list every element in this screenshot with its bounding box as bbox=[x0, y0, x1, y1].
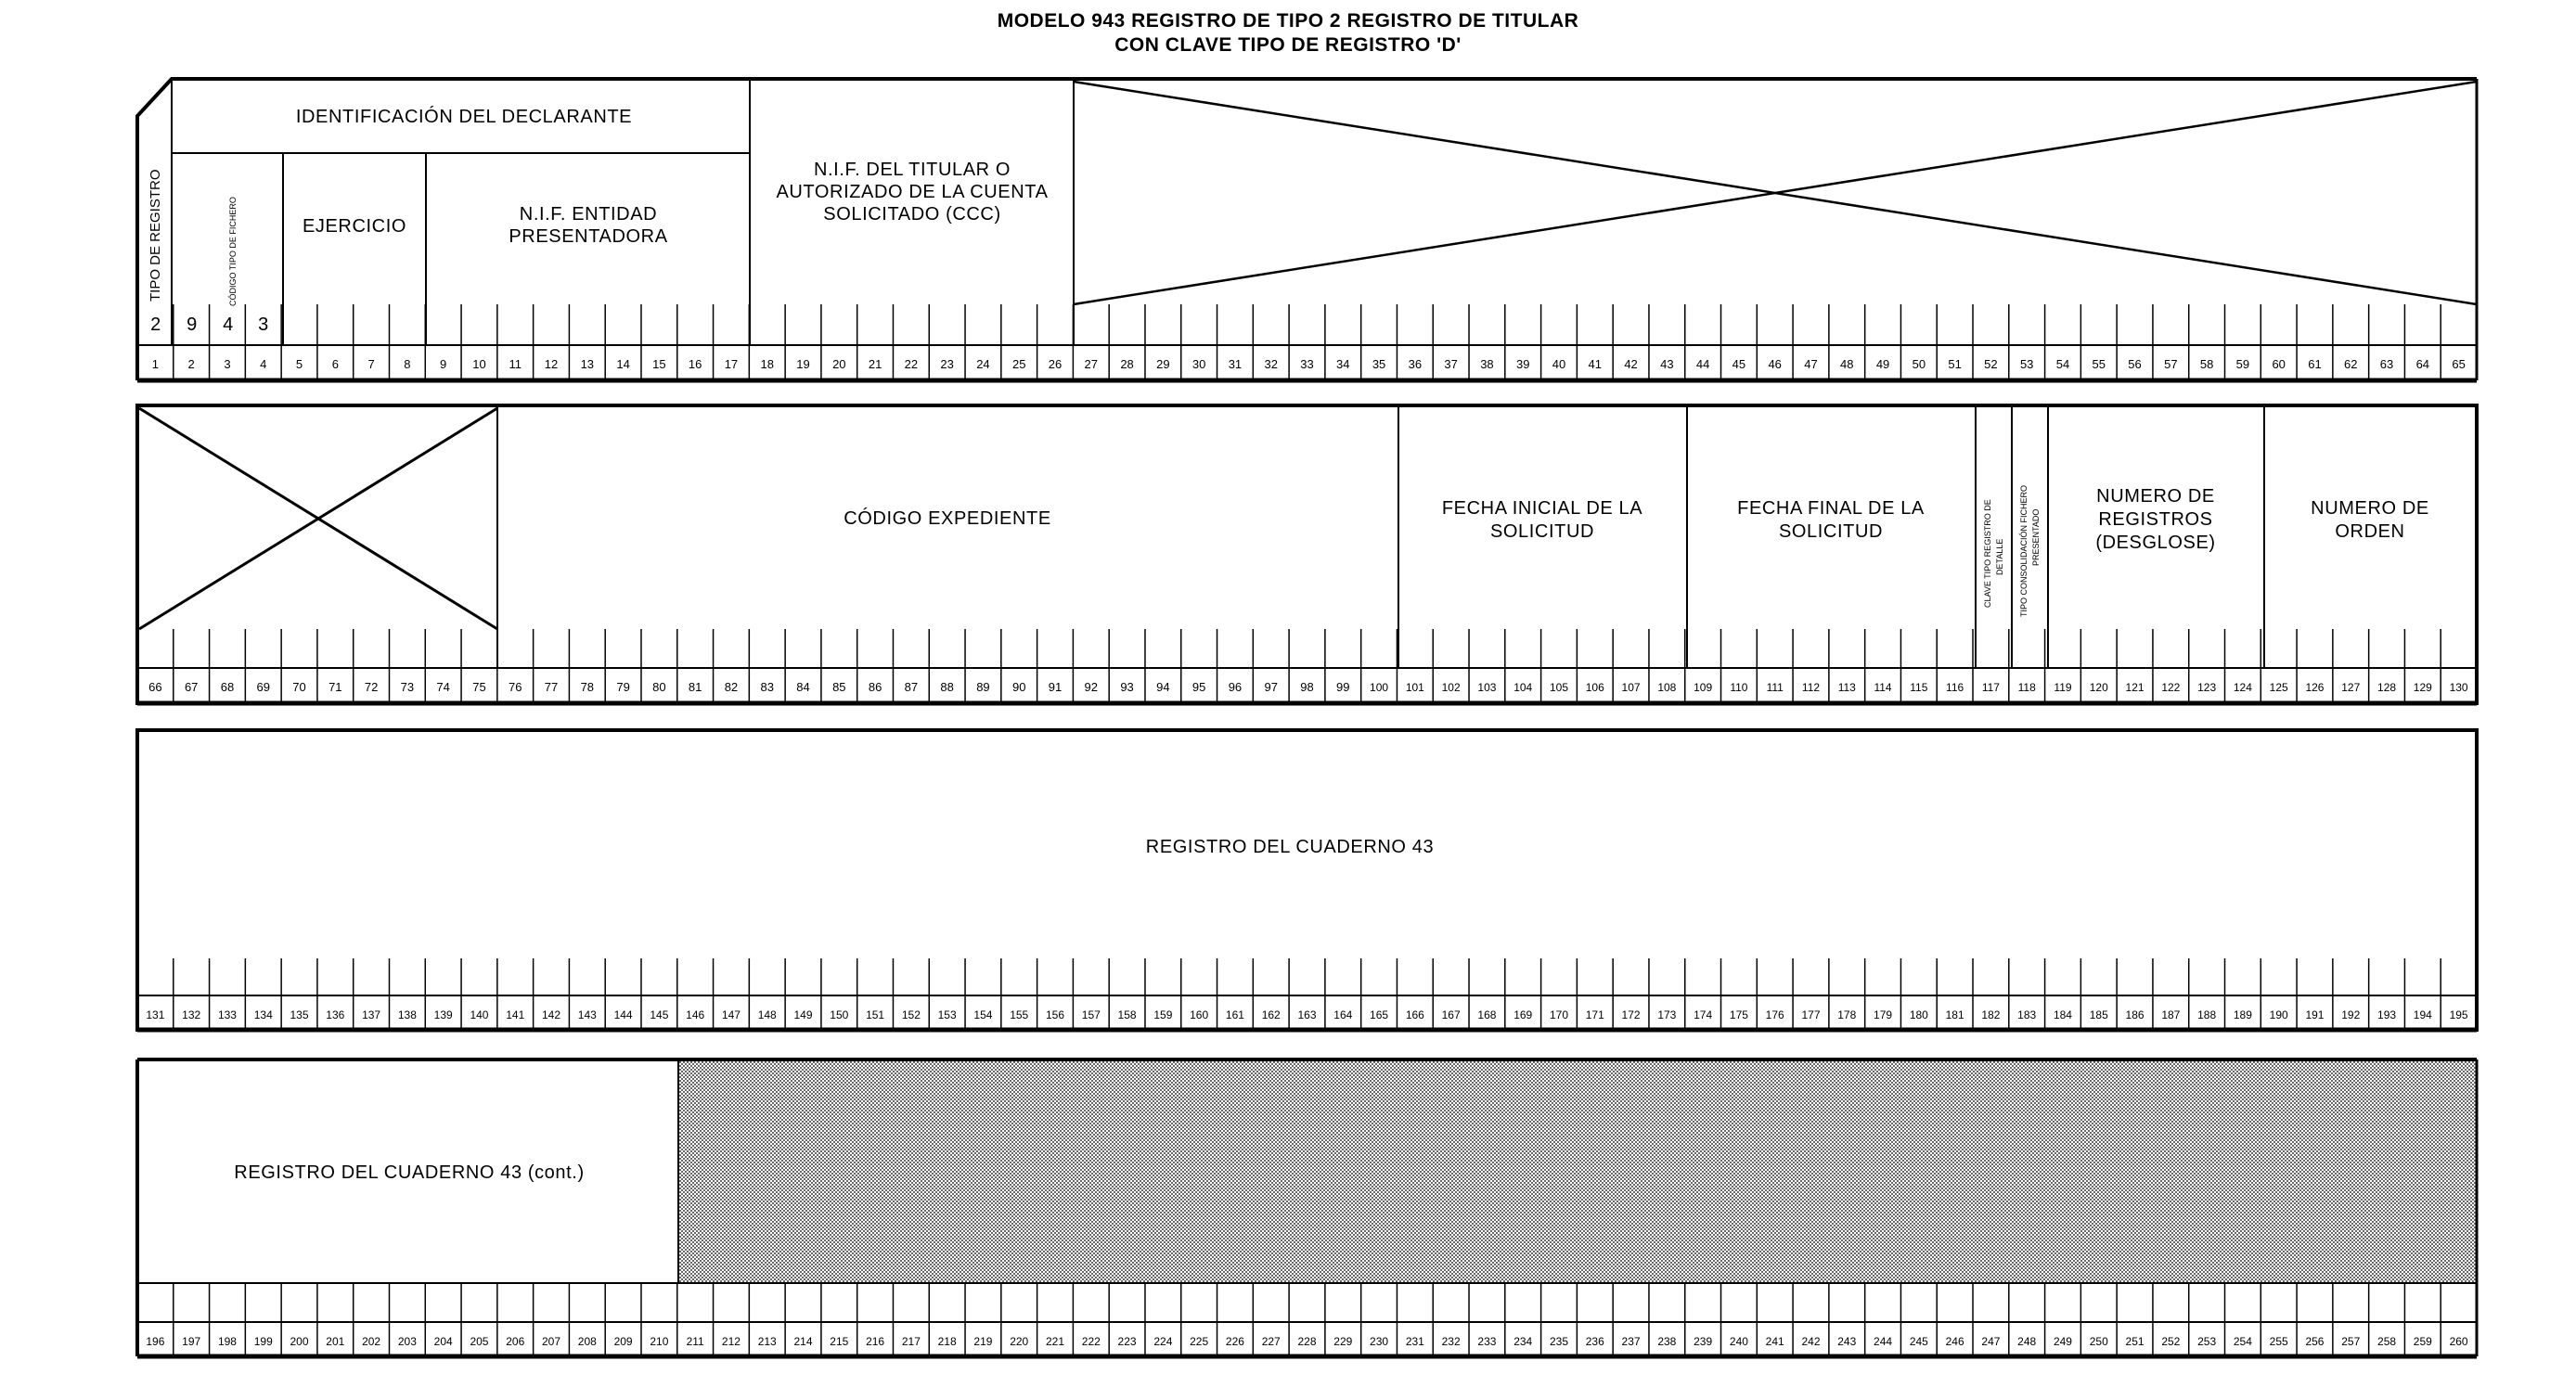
position-number: 94 bbox=[1156, 680, 1170, 694]
position-number: 58 bbox=[2199, 357, 2214, 371]
position-number: 1 bbox=[151, 357, 160, 371]
position-number: 236 bbox=[1585, 1335, 1604, 1348]
position-number: 85 bbox=[832, 680, 846, 694]
position-number: 73 bbox=[400, 680, 415, 694]
position-number: 176 bbox=[1765, 1008, 1784, 1021]
position-number: 95 bbox=[1191, 680, 1206, 694]
position-number: 226 bbox=[1225, 1335, 1244, 1348]
position-number: 31 bbox=[1228, 357, 1243, 371]
position-number: 251 bbox=[2125, 1335, 2145, 1348]
position-number: 190 bbox=[2269, 1008, 2288, 1021]
position-number: 163 bbox=[1297, 1008, 1317, 1021]
position-number: 159 bbox=[1153, 1008, 1173, 1021]
position-number: 137 bbox=[362, 1008, 381, 1021]
position-number: 200 bbox=[290, 1335, 309, 1348]
position-number: 113 bbox=[1837, 681, 1856, 694]
position-number: 144 bbox=[613, 1008, 633, 1021]
position-number: 23 bbox=[940, 357, 954, 371]
position-number: 245 bbox=[1909, 1335, 1928, 1348]
position-number: 108 bbox=[1657, 681, 1677, 694]
position-number: 177 bbox=[1801, 1008, 1821, 1021]
position-number: 166 bbox=[1405, 1008, 1424, 1021]
position-number: 110 bbox=[1730, 681, 1748, 694]
ejercicio-label: EJERCICIO bbox=[302, 216, 407, 237]
position-number: 178 bbox=[1837, 1008, 1857, 1021]
position-number: 161 bbox=[1225, 1008, 1244, 1021]
position-number: 97 bbox=[1264, 680, 1278, 694]
position-number: 183 bbox=[2017, 1008, 2037, 1021]
position-number: 96 bbox=[1228, 680, 1243, 694]
position-number: 83 bbox=[760, 680, 774, 694]
position-number: 135 bbox=[290, 1008, 309, 1021]
position-number: 228 bbox=[1297, 1335, 1317, 1348]
position-number: 258 bbox=[2377, 1335, 2397, 1348]
position-number: 18 bbox=[760, 357, 774, 371]
position-number: 33 bbox=[1300, 357, 1314, 371]
position-number: 81 bbox=[688, 680, 702, 694]
band-4 bbox=[137, 1059, 2477, 1356]
numero-orden-label-2: ORDEN bbox=[2335, 521, 2405, 542]
value-tipo: 2 bbox=[150, 315, 161, 335]
position-number: 180 bbox=[1909, 1008, 1928, 1021]
fecha-final-label-1: FECHA FINAL DE LA bbox=[1737, 498, 1925, 519]
position-number: 121 bbox=[2125, 681, 2145, 694]
position-number: 92 bbox=[1084, 680, 1099, 694]
position-number: 148 bbox=[757, 1008, 777, 1021]
position-number: 25 bbox=[1011, 357, 1026, 371]
position-number: 114 bbox=[1874, 681, 1892, 694]
position-number: 227 bbox=[1261, 1335, 1281, 1348]
position-number: 187 bbox=[2161, 1008, 2181, 1021]
position-number: 70 bbox=[292, 680, 306, 694]
position-number: 235 bbox=[1549, 1335, 1569, 1348]
position-number: 26 bbox=[1048, 357, 1063, 371]
position-number: 189 bbox=[2233, 1008, 2252, 1021]
position-number: 221 bbox=[1045, 1335, 1065, 1348]
position-number: 158 bbox=[1117, 1008, 1137, 1021]
position-number: 191 bbox=[2305, 1008, 2325, 1021]
position-number: 220 bbox=[1010, 1335, 1029, 1348]
position-number: 100 bbox=[1370, 681, 1389, 694]
value-codigo-2: 4 bbox=[223, 315, 234, 335]
position-number: 59 bbox=[2235, 357, 2250, 371]
position-number: 2 bbox=[187, 357, 195, 371]
position-number: 125 bbox=[2269, 681, 2288, 694]
position-number: 38 bbox=[1480, 357, 1494, 371]
position-number: 129 bbox=[2413, 681, 2432, 694]
position-number: 133 bbox=[217, 1008, 237, 1021]
fecha-inicial-label-2: SOLICITUD bbox=[1489, 521, 1595, 542]
clave-tipo-label-2: DETALLE bbox=[1995, 538, 2004, 575]
position-number: 51 bbox=[1948, 357, 1962, 371]
position-number: 132 bbox=[182, 1008, 201, 1021]
position-number: 6 bbox=[331, 357, 339, 371]
position-number: 39 bbox=[1515, 357, 1530, 371]
position-number: 181 bbox=[1945, 1008, 1964, 1021]
position-number: 143 bbox=[577, 1008, 597, 1021]
position-number: 109 bbox=[1694, 681, 1713, 694]
position-number: 90 bbox=[1011, 680, 1026, 694]
position-number: 246 bbox=[1945, 1335, 1964, 1348]
position-number: 241 bbox=[1765, 1335, 1784, 1348]
position-number: 260 bbox=[2449, 1335, 2468, 1348]
position-number: 250 bbox=[2089, 1335, 2108, 1348]
position-number: 171 bbox=[1585, 1008, 1604, 1021]
position-number: 3 bbox=[224, 357, 231, 371]
position-number: 194 bbox=[2413, 1008, 2432, 1021]
position-number: 197 bbox=[182, 1335, 201, 1348]
position-number: 93 bbox=[1120, 680, 1134, 694]
position-number: 46 bbox=[1768, 357, 1782, 371]
position-number: 146 bbox=[686, 1008, 705, 1021]
position-number: 86 bbox=[868, 680, 882, 694]
position-number: 75 bbox=[472, 680, 486, 694]
position-number: 42 bbox=[1624, 357, 1638, 371]
tipo-consolidacion-label-2: PRESENTADO bbox=[2031, 508, 2041, 566]
position-number: 62 bbox=[2344, 357, 2358, 371]
position-number: 141 bbox=[506, 1008, 525, 1021]
position-number: 225 bbox=[1190, 1335, 1209, 1348]
position-number: 247 bbox=[1981, 1335, 2001, 1348]
position-number: 142 bbox=[542, 1008, 561, 1021]
position-number: 89 bbox=[976, 680, 990, 694]
position-number: 29 bbox=[1156, 357, 1170, 371]
position-number: 185 bbox=[2089, 1008, 2108, 1021]
position-number: 168 bbox=[1477, 1008, 1497, 1021]
position-number: 48 bbox=[1840, 357, 1854, 371]
position-number: 150 bbox=[830, 1008, 849, 1021]
position-number: 173 bbox=[1657, 1008, 1677, 1021]
position-number: 105 bbox=[1549, 681, 1569, 694]
position-number: 138 bbox=[397, 1008, 417, 1021]
position-number: 36 bbox=[1408, 357, 1423, 371]
position-number: 147 bbox=[721, 1008, 741, 1021]
position-number: 116 bbox=[1946, 681, 1964, 694]
position-number: 212 bbox=[721, 1335, 741, 1348]
position-number: 55 bbox=[2092, 357, 2106, 371]
position-number: 204 bbox=[433, 1335, 453, 1348]
position-number: 60 bbox=[2272, 357, 2286, 371]
numero-registros-label-1: NUMERO DE bbox=[2096, 486, 2215, 507]
position-number: 106 bbox=[1585, 681, 1604, 694]
position-number: 15 bbox=[652, 357, 666, 371]
position-number: 156 bbox=[1045, 1008, 1065, 1021]
position-number: 28 bbox=[1120, 357, 1134, 371]
position-number: 164 bbox=[1333, 1008, 1353, 1021]
position-number: 63 bbox=[2379, 357, 2394, 371]
position-number: 218 bbox=[937, 1335, 957, 1348]
position-number: 233 bbox=[1477, 1335, 1497, 1348]
nif-titular-label-3: SOLICITADO (CCC) bbox=[823, 204, 1001, 225]
position-number: 41 bbox=[1588, 357, 1603, 371]
position-number: 32 bbox=[1264, 357, 1278, 371]
position-number: 128 bbox=[2377, 681, 2397, 694]
clave-tipo-label-1: CLAVE TIPO REGISTRO DE bbox=[1983, 499, 1992, 608]
position-number: 257 bbox=[2341, 1335, 2361, 1348]
position-number: 239 bbox=[1694, 1335, 1713, 1348]
position-number: 203 bbox=[397, 1335, 417, 1348]
position-number: 69 bbox=[256, 680, 270, 694]
position-number: 54 bbox=[2055, 357, 2070, 371]
position-number: 74 bbox=[436, 680, 450, 694]
position-number: 126 bbox=[2305, 681, 2325, 694]
position-number: 27 bbox=[1084, 357, 1099, 371]
position-number: 202 bbox=[362, 1335, 381, 1348]
position-number: 47 bbox=[1804, 357, 1818, 371]
position-number: 232 bbox=[1441, 1335, 1461, 1348]
position-number: 219 bbox=[973, 1335, 993, 1348]
position-number: 127 bbox=[2341, 681, 2361, 694]
position-number: 88 bbox=[940, 680, 954, 694]
position-number: 24 bbox=[976, 357, 990, 371]
title-line-2: CON CLAVE TIPO DE REGISTRO 'D' bbox=[1114, 34, 1462, 56]
position-number: 230 bbox=[1370, 1335, 1389, 1348]
position-number: 102 bbox=[1441, 681, 1461, 694]
position-number: 222 bbox=[1081, 1335, 1101, 1348]
position-number: 77 bbox=[544, 680, 559, 694]
position-number: 131 bbox=[146, 1008, 165, 1021]
position-number: 174 bbox=[1694, 1008, 1713, 1021]
position-number: 76 bbox=[509, 680, 522, 694]
position-number: 151 bbox=[866, 1008, 885, 1021]
position-number: 19 bbox=[796, 357, 810, 371]
position-number: 140 bbox=[470, 1008, 489, 1021]
position-number: 198 bbox=[217, 1335, 237, 1348]
position-number: 130 bbox=[2449, 681, 2468, 694]
position-number: 5 bbox=[295, 357, 303, 371]
band-1-numbers bbox=[152, 357, 2466, 371]
position-number: 12 bbox=[544, 357, 559, 371]
position-number: 20 bbox=[832, 357, 846, 371]
position-number: 7 bbox=[367, 357, 375, 371]
position-number: 224 bbox=[1153, 1335, 1173, 1348]
position-number: 188 bbox=[2197, 1008, 2217, 1021]
position-number: 104 bbox=[1513, 681, 1533, 694]
position-number: 205 bbox=[470, 1335, 489, 1348]
value-codigo-3: 3 bbox=[258, 315, 269, 335]
position-number: 255 bbox=[2269, 1335, 2288, 1348]
position-number: 207 bbox=[542, 1335, 561, 1348]
registro-cuaderno-cont-label: REGISTRO DEL CUADERNO 43 (cont.) bbox=[234, 1162, 585, 1183]
position-number: 8 bbox=[404, 357, 411, 371]
position-number: 115 bbox=[1910, 681, 1928, 694]
position-number: 134 bbox=[253, 1008, 273, 1021]
position-number: 112 bbox=[1801, 681, 1821, 694]
position-number: 175 bbox=[1729, 1008, 1748, 1021]
position-number: 234 bbox=[1513, 1335, 1533, 1348]
position-number: 259 bbox=[2413, 1335, 2432, 1348]
position-number: 49 bbox=[1875, 357, 1890, 371]
position-number: 119 bbox=[2054, 681, 2072, 694]
nif-titular-label-1: N.I.F. DEL TITULAR O bbox=[813, 160, 1011, 180]
position-number: 13 bbox=[580, 357, 595, 371]
position-number: 169 bbox=[1513, 1008, 1533, 1021]
band-3-numbers bbox=[146, 1008, 2468, 1021]
nif-entidad-label-2: PRESENTADORA bbox=[509, 226, 668, 247]
position-number: 120 bbox=[2089, 681, 2108, 694]
position-number: 231 bbox=[1405, 1335, 1424, 1348]
band-2 bbox=[137, 405, 2477, 703]
position-number: 11 bbox=[509, 357, 522, 371]
position-number: 206 bbox=[506, 1335, 525, 1348]
position-number: 84 bbox=[796, 680, 810, 694]
position-number: 79 bbox=[616, 680, 630, 694]
position-number: 107 bbox=[1621, 681, 1641, 694]
position-number: 111 bbox=[1766, 681, 1784, 694]
band-4-numbers bbox=[146, 1335, 2468, 1348]
position-number: 61 bbox=[2308, 357, 2322, 371]
position-number: 199 bbox=[253, 1335, 273, 1348]
position-number: 91 bbox=[1048, 680, 1063, 694]
position-number: 238 bbox=[1657, 1335, 1677, 1348]
position-number: 254 bbox=[2233, 1335, 2252, 1348]
position-number: 35 bbox=[1372, 357, 1386, 371]
position-number: 64 bbox=[2415, 357, 2430, 371]
numero-orden-label-1: NUMERO DE bbox=[2311, 498, 2429, 519]
position-number: 10 bbox=[472, 357, 486, 371]
position-number: 80 bbox=[652, 680, 666, 694]
position-number: 237 bbox=[1621, 1335, 1641, 1348]
position-number: 34 bbox=[1336, 357, 1350, 371]
position-number: 50 bbox=[1912, 357, 1926, 371]
position-number: 98 bbox=[1300, 680, 1314, 694]
position-number: 65 bbox=[2452, 357, 2466, 371]
position-number: 256 bbox=[2305, 1335, 2325, 1348]
position-number: 157 bbox=[1081, 1008, 1101, 1021]
position-number: 145 bbox=[650, 1008, 669, 1021]
nif-titular-label-2: AUTORIZADO DE LA CUENTA bbox=[776, 182, 1049, 202]
position-number: 82 bbox=[724, 680, 739, 694]
position-number: 229 bbox=[1333, 1335, 1353, 1348]
position-number: 242 bbox=[1801, 1335, 1821, 1348]
position-number: 252 bbox=[2161, 1335, 2181, 1348]
position-number: 118 bbox=[2017, 681, 2036, 694]
position-number: 22 bbox=[904, 357, 919, 371]
position-number: 216 bbox=[866, 1335, 885, 1348]
position-number: 4 bbox=[260, 357, 267, 371]
position-number: 43 bbox=[1660, 357, 1674, 371]
nif-entidad-label-1: N.I.F. ENTIDAD bbox=[519, 204, 658, 225]
position-number: 122 bbox=[2161, 681, 2181, 694]
position-number: 72 bbox=[364, 680, 379, 694]
position-number: 71 bbox=[328, 680, 342, 694]
position-number: 87 bbox=[904, 680, 919, 694]
position-number: 56 bbox=[2128, 357, 2142, 371]
fecha-inicial-label-1: FECHA INICIAL DE LA bbox=[1441, 498, 1643, 519]
position-number: 52 bbox=[1984, 357, 1998, 371]
position-number: 244 bbox=[1874, 1335, 1893, 1348]
position-number: 179 bbox=[1874, 1008, 1893, 1021]
position-number: 30 bbox=[1191, 357, 1206, 371]
position-number: 78 bbox=[580, 680, 595, 694]
position-number: 214 bbox=[793, 1335, 813, 1348]
identificacion-label: IDENTIFICACIÓN DEL DECLARANTE bbox=[295, 107, 633, 127]
position-number: 248 bbox=[2017, 1335, 2037, 1348]
position-number: 193 bbox=[2377, 1008, 2397, 1021]
position-number: 14 bbox=[616, 357, 630, 371]
position-number: 172 bbox=[1621, 1008, 1641, 1021]
position-number: 117 bbox=[1981, 681, 2000, 694]
position-number: 21 bbox=[868, 357, 882, 371]
tipo-consolidacion-label-1: TIPO CONSOLIDACIÓN FICHERO bbox=[2019, 484, 2029, 617]
position-number: 124 bbox=[2233, 681, 2252, 694]
position-number: 57 bbox=[2164, 357, 2178, 371]
position-number: 40 bbox=[1552, 357, 1566, 371]
position-number: 67 bbox=[184, 680, 199, 694]
position-number: 165 bbox=[1370, 1008, 1389, 1021]
position-number: 101 bbox=[1405, 681, 1424, 694]
title-line-1: MODELO 943 REGISTRO DE TIPO 2 REGISTRO DE TITULAR bbox=[997, 10, 1579, 32]
position-number: 208 bbox=[577, 1335, 597, 1348]
position-number: 153 bbox=[937, 1008, 957, 1021]
value-codigo-1: 9 bbox=[187, 315, 198, 335]
position-number: 136 bbox=[326, 1008, 345, 1021]
position-number: 9 bbox=[440, 357, 447, 371]
numero-registros-label-3: (DESGLOSE) bbox=[2095, 533, 2216, 553]
position-number: 162 bbox=[1261, 1008, 1281, 1021]
numero-registros-label-2: REGISTROS bbox=[2098, 509, 2213, 530]
shaded-area bbox=[678, 1059, 2477, 1283]
position-number: 217 bbox=[901, 1335, 921, 1348]
tipo-registro-label: TIPO DE REGISTRO bbox=[148, 169, 163, 302]
position-number: 66 bbox=[148, 680, 162, 694]
position-number: 17 bbox=[724, 357, 739, 371]
position-number: 201 bbox=[326, 1335, 345, 1348]
position-number: 213 bbox=[757, 1335, 777, 1348]
position-number: 223 bbox=[1117, 1335, 1137, 1348]
position-number: 186 bbox=[2125, 1008, 2145, 1021]
position-number: 68 bbox=[220, 680, 235, 694]
position-number: 103 bbox=[1477, 681, 1497, 694]
position-number: 240 bbox=[1729, 1335, 1748, 1348]
position-number: 123 bbox=[2197, 681, 2217, 694]
position-number: 192 bbox=[2341, 1008, 2361, 1021]
position-number: 53 bbox=[2019, 357, 2034, 371]
position-number: 184 bbox=[2053, 1008, 2072, 1021]
position-number: 160 bbox=[1190, 1008, 1209, 1021]
codigo-expediente-label: CÓDIGO EXPEDIENTE bbox=[844, 508, 1051, 529]
position-number: 170 bbox=[1549, 1008, 1569, 1021]
position-number: 45 bbox=[1732, 357, 1746, 371]
position-number: 210 bbox=[650, 1335, 669, 1348]
codigo-tipo-fichero-label: CÓDIGO TIPO DE FICHERO bbox=[228, 197, 238, 306]
position-number: 195 bbox=[2449, 1008, 2468, 1021]
position-number: 44 bbox=[1695, 357, 1710, 371]
position-number: 154 bbox=[973, 1008, 993, 1021]
position-number: 249 bbox=[2053, 1335, 2072, 1348]
position-number: 155 bbox=[1010, 1008, 1029, 1021]
position-number: 182 bbox=[1981, 1008, 2001, 1021]
position-number: 215 bbox=[830, 1335, 849, 1348]
position-number: 211 bbox=[686, 1335, 704, 1348]
band-3 bbox=[137, 730, 2477, 1030]
position-number: 243 bbox=[1837, 1335, 1857, 1348]
fecha-final-label-2: SOLICITUD bbox=[1778, 521, 1884, 542]
position-number: 16 bbox=[688, 357, 702, 371]
registro-cuaderno-label: REGISTRO DEL CUADERNO 43 bbox=[1145, 837, 1435, 857]
position-number: 37 bbox=[1444, 357, 1458, 371]
position-number: 139 bbox=[433, 1008, 453, 1021]
position-number: 167 bbox=[1441, 1008, 1461, 1021]
position-number: 149 bbox=[793, 1008, 813, 1021]
position-number: 196 bbox=[146, 1335, 165, 1348]
position-number: 99 bbox=[1336, 680, 1350, 694]
position-number: 209 bbox=[613, 1335, 633, 1348]
position-number: 152 bbox=[901, 1008, 921, 1021]
position-number: 253 bbox=[2197, 1335, 2217, 1348]
